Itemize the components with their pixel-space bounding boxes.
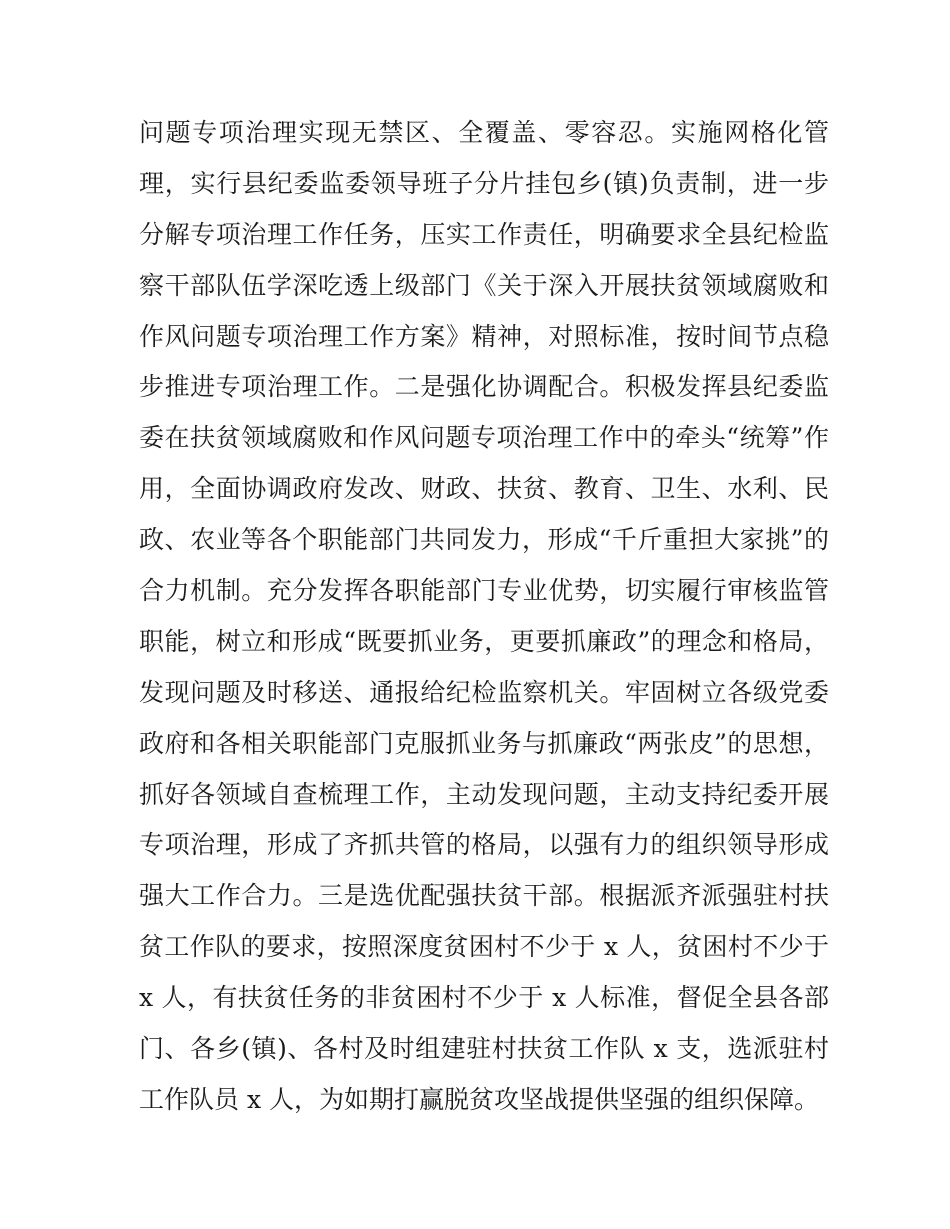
text-line: 贫工作队的要求，按照深度贫困村不少于 x 人，贫困村不少于 — [139, 932, 829, 962]
text-line: x 人，有扶贫任务的非贫困村不少于 x 人标准，督促全县各部 — [139, 983, 829, 1013]
text-line: 发现问题及时移送、通报给纪检监察机关。牢固树立各级党委 — [139, 677, 829, 707]
text-line: 委在扶贫领域腐败和作风问题专项治理工作中的牵头“统筹”作 — [139, 423, 829, 453]
text-line: 步推进专项治理工作。二是强化协调配合。积极发挥县纪委监 — [139, 372, 829, 402]
text-line: 问题专项治理实现无禁区、全覆盖、零容忍。实施网格化管 — [139, 118, 829, 147]
text-line: 政府和各相关职能部门克服抓业务与抓廉政“两张皮”的思想， — [139, 728, 829, 758]
text-line: 专项治理，形成了齐抓共管的格局，以强有力的组织领导形成 — [139, 830, 829, 860]
text-line: 抓好各领域自查梳理工作，主动发现问题，主动支持纪委开展 — [139, 779, 829, 809]
text-line: 强大工作合力。三是选优配强扶贫干部。根据派齐派强驻村扶 — [139, 881, 829, 911]
text-line: 察干部队伍学深吃透上级部门《关于深入开展扶贫领域腐败和 — [139, 270, 829, 300]
text-line: 理，实行县纪委监委领导班子分片挂包乡(镇)负责制，进一步 — [139, 168, 829, 198]
text-line: 政、农业等各个职能部门共同发力，形成“千斤重担大家挑”的 — [139, 525, 829, 555]
body-paragraph — [139, 108, 829, 1126]
text-line: 合力机制。充分发挥各职能部门专业优势，切实履行审核监管 — [139, 576, 829, 606]
text-line: 作风问题专项治理工作方案》精神，对照标准，按时间节点稳 — [139, 321, 829, 351]
text-line: 职能，树立和形成“既要抓业务，更要抓廉政”的理念和格局， — [139, 626, 829, 656]
text-line: 门、各乡(镇)、各村及时组建驻村扶贫工作队 x 支，选派驻村 — [139, 1034, 829, 1064]
text-line: 工作队员 x 人，为如期打赢脱贫攻坚战提供坚强的组织保障。 — [139, 1084, 819, 1114]
text-line: 用，全面协调政府发改、财政、扶贫、教育、卫生、水利、民 — [139, 474, 829, 504]
text-line: 分解专项治理工作任务，压实工作责任，明确要求全县纪检监 — [139, 219, 829, 249]
